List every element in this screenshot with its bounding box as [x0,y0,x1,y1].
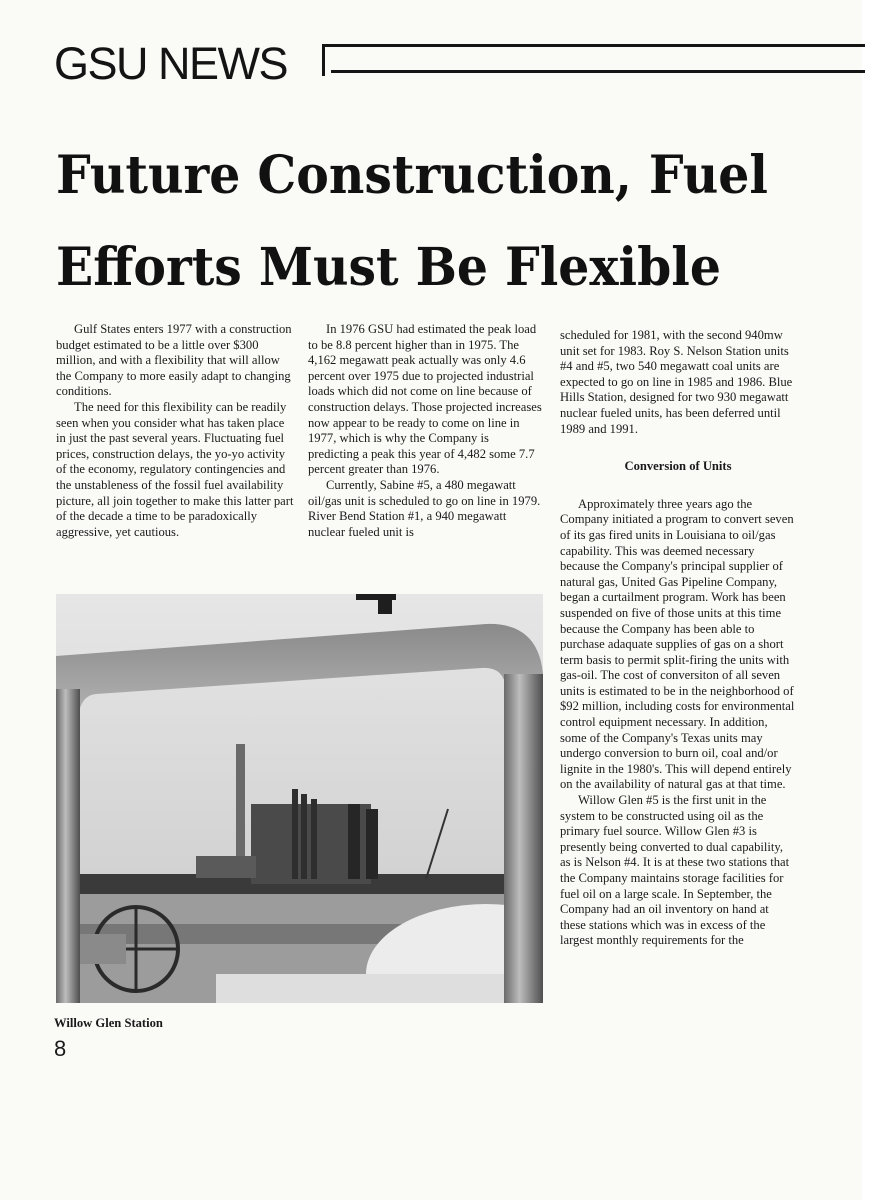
article-column-1 [56,322,296,540]
headline-line-2: Efforts Must Be Flexible [56,237,721,298]
article-column-3 [560,328,796,949]
photo-caption: Willow Glen Station [54,1016,163,1030]
paragraph: Approximately three years ago the Company initiated a program to convert seven of its gas fired units in Louisiana to oil/gas capability. This was deemed necessary because the Company's principal supplier of natural gas, United Gas Pipeline Company, began a curtailment program. Work has been suspended on five of those units at this time because the Company has been able to purchase adaquate supplies of gas on a short term basis to permit split-firing the units with gas-oil. The cost of conversiton of all seven units is estimated to be in the neighborhood of $92 million, including costs for environmental control equipment necessary. In addition, some of the Company's Texas units may undergo conversion to burn oil, coal and/or lignite in the 1980's. This will depend entirely on the availability of natural gas at that time. [560,496,795,792]
paragraph: Gulf States enters 1977 with a construction budget estimated to be a little over $300 million, and with a flexibility that will allow the Company to more easily adapt to changing conditions. [56,322,292,399]
masthead-rule [322,44,865,76]
article-headline [56,130,770,314]
masthead-title: GSU NEWS [54,38,288,89]
headline-line-1: Future Construction, Fuel [56,145,768,206]
paragraph: The need for this flexibility can be readily seen when you consider what has taken place in just the past several years. Fluctuating fuel prices, construction delays, the yo-yo activity of the economy, regulatory contingencies and the unstableness of the fossil fuel availability picture, all join together to make this latter part of the decade a time to be paradoxically aggressive, yet cautious. [56,399,294,539]
paragraph: In 1976 GSU had estimated the peak load to be 8.8 percent higher than in 1975. The 4,162 megawatt peak actually was only 4.6 percent over 1975 due to projected industrial loads which did not come on line because of construction delays. Those projected increases now appear to be ready to come on line in 1977, which is why the Company is predicting a peak this year of 4,482 some 7.7 percent greater than 1976. [308,322,542,477]
power-station-photo [56,594,543,1003]
paragraph: scheduled for 1981, with the second 940mw unit set for 1983. Roy S. Nelson Station units #4 and #5, two 540 megawatt coal units are expected to go on line in 1985 and 1986. Blue Hills Station, designed for two 930 megawatt nuclear fueled units, has been deferred until 1989 and 1991. [560,328,793,436]
page-number: 8 [54,1036,67,1061]
section-subhead: Conversion of Units [624,459,732,474]
paragraph: Willow Glen #5 is the first unit in the system to be constructed using oil as the primary fuel source. Willow Glen #3 is presently being converted to dual capability, as is Nelson #4. It is at these two stations that the Company maintains storage facilities for fuel oil on a large scale. In September, the Company had an oil inventory on hand at these stations which was in excess of the largest monthly requirements for the [560,793,790,948]
article-column-2 [308,322,542,540]
paragraph: Currently, Sabine #5, a 480 megawatt oil/gas unit is scheduled to go on line in 1979. River Bend Station #1, a 940 megawatt nuclear fueled unit is [308,477,541,539]
